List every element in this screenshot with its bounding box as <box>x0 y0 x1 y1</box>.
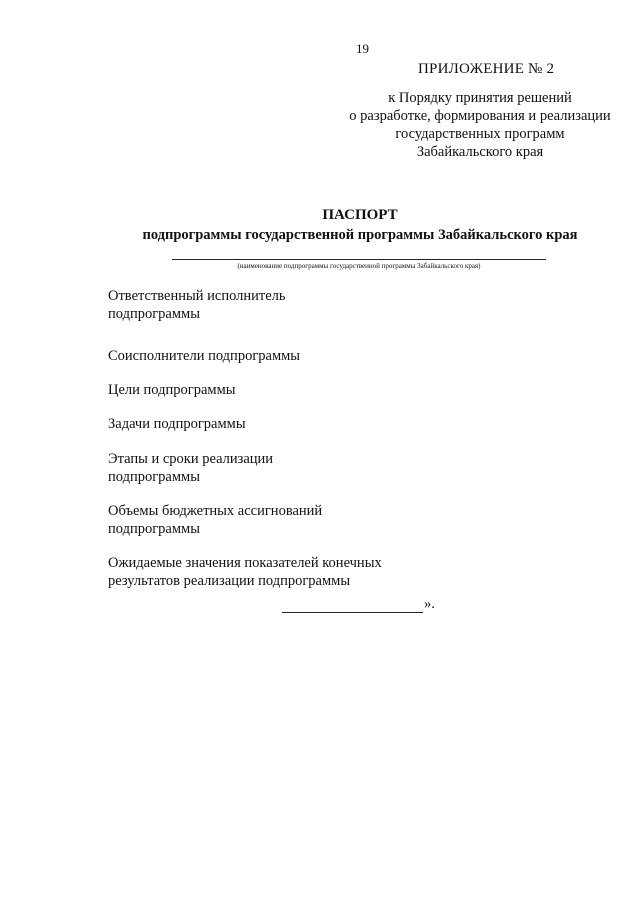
appendix-title: ПРИЛОЖЕНИЕ № 2 <box>418 61 555 77</box>
passport-subtitle: подпрограммы государственной программы Забайкальского края <box>142 227 578 243</box>
appendix-subtitle-line: Забайкальского края <box>416 144 544 160</box>
closing-signature <box>282 595 435 613</box>
passport-row-responsible: Ответственный исполнитель подпрограммы <box>108 288 286 322</box>
passport-row-indicators: Ожидаемые значения показателей конечных результатов реализации подпрограммы <box>108 555 382 589</box>
closing-mark: ». <box>424 596 435 612</box>
passport-row-tasks: Задачи подпрограммы <box>108 416 246 432</box>
subprogram-name-line <box>172 259 546 260</box>
passport-row-goals: Цели подпрограммы <box>108 382 236 398</box>
passport-row-coexecutors: Соисполнители подпрограммы <box>108 348 301 364</box>
appendix-subtitle-line: о разработке, формирования и реализации <box>349 108 611 124</box>
page-number: 19 <box>356 41 369 56</box>
passport-row-budget: Объемы бюджетных ассигнований подпрограммы <box>108 503 323 537</box>
subprogram-name-caption: (наименование подпрограммы государственной программы Забайкальского края) <box>237 262 481 270</box>
passport-title: ПАСПОРТ <box>322 207 398 223</box>
passport-rows <box>108 287 508 590</box>
passport-row-stages: Этапы и сроки реализации подпрограммы <box>108 451 274 485</box>
appendix-subtitle-line: государственных программ <box>395 126 565 142</box>
appendix-subtitle <box>330 89 630 161</box>
appendix-subtitle-line: к Порядку принятия решений <box>388 90 572 106</box>
closing-underline <box>282 598 423 613</box>
